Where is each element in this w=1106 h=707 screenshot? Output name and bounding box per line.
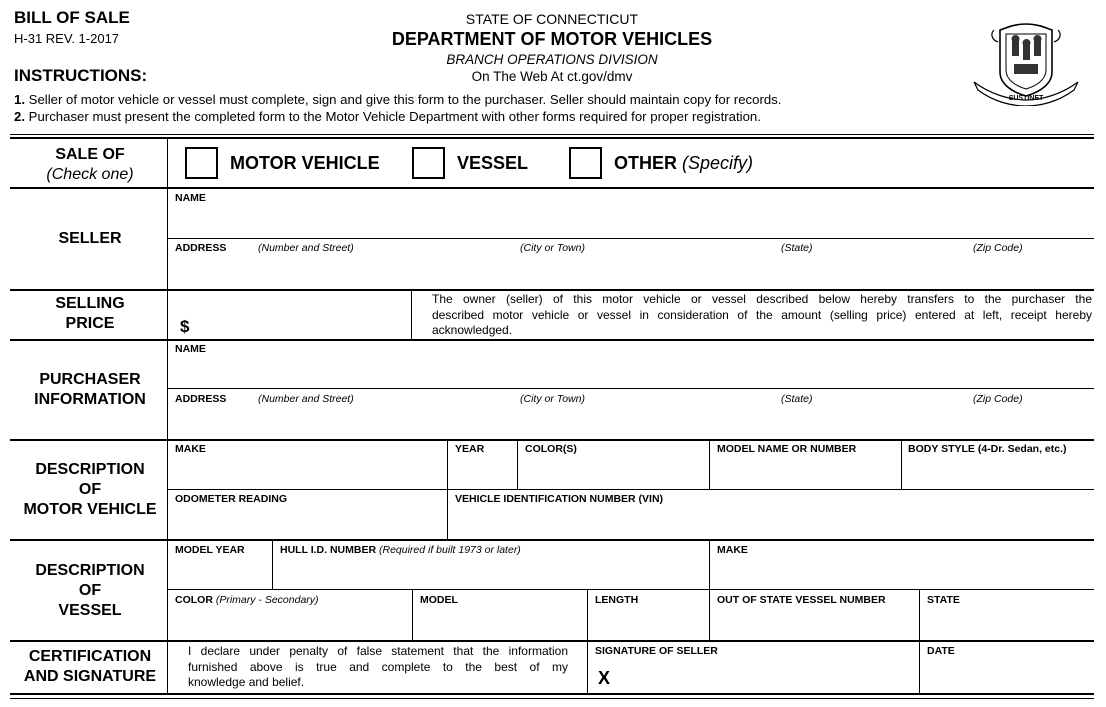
vessel-length-field[interactable] bbox=[588, 607, 709, 640]
sale-of-label: SALE OF (Check one) bbox=[46, 146, 134, 183]
out-of-state-number-label: OUT OF STATE VESSEL NUMBER bbox=[717, 594, 886, 606]
vehicle-colors-field[interactable] bbox=[518, 456, 709, 489]
signature-x-mark: X bbox=[598, 668, 611, 688]
seller-signature-label: SIGNATURE OF SELLER bbox=[595, 645, 718, 657]
vessel-state-label: STATE bbox=[927, 594, 960, 606]
purchaser-zip-hint: (Zip Code) bbox=[973, 393, 1023, 405]
instruction-1: 1. Seller of motor vehicle or vessel must complete, sign and give this form to the purchaser. Seller should maintain copy for records. bbox=[14, 92, 782, 107]
odometer-label: ODOMETER READING bbox=[175, 493, 288, 505]
date-label: DATE bbox=[927, 645, 955, 657]
vehicle-make-label: MAKE bbox=[175, 443, 206, 455]
certification-label: CERTIFICATION AND SIGNATURE bbox=[23, 648, 157, 685]
seller-name-field[interactable] bbox=[168, 205, 1094, 238]
vessel-checkbox[interactable] bbox=[412, 147, 445, 179]
seller-signature-field[interactable] bbox=[615, 660, 917, 692]
transfer-statement: The owner (seller) of this motor vehicle or vessel described below hereby transfers to the purchaser the described motor vehicle or vessel in consideration of the amount (selling price) entered at left, receipt hereby acknowledged. bbox=[432, 292, 1092, 337]
seller-city-hint: (City or Town) bbox=[520, 242, 585, 254]
selling-price-field[interactable] bbox=[196, 293, 410, 337]
seller-zip-hint: (Zip Code) bbox=[973, 242, 1023, 254]
seal-motto: SUSTINET bbox=[1008, 95, 1044, 102]
motor-vehicle-section-label: DESCRIPTION OF MOTOR VEHICLE bbox=[23, 461, 157, 518]
vehicle-body-style-field[interactable] bbox=[902, 456, 1094, 489]
purchaser-state-hint: (State) bbox=[781, 393, 813, 405]
vehicle-year-label: YEAR bbox=[455, 443, 485, 455]
form-bottom-border bbox=[10, 693, 1094, 695]
vehicle-model-field[interactable] bbox=[710, 456, 901, 489]
vessel-section-label: DESCRIPTION OF VESSEL bbox=[35, 562, 145, 619]
instruction-2: 2. Purchaser must present the completed form to the Motor Vehicle Department with other forms required for proper registration. bbox=[14, 109, 761, 124]
purchaser-name-field[interactable] bbox=[168, 356, 1094, 388]
division-name: BRANCH OPERATIONS DIVISION bbox=[446, 52, 658, 67]
vessel-make-label: MAKE bbox=[717, 544, 748, 556]
vehicle-body-style-label: BODY STYLE (4-Dr. Sedan, etc.) bbox=[908, 443, 1067, 455]
motor-vehicle-checkbox[interactable] bbox=[185, 147, 218, 179]
vessel-model-label: MODEL bbox=[420, 594, 458, 606]
vessel-model-year-label: MODEL YEAR bbox=[175, 544, 245, 556]
vehicle-colors-label: COLOR(S) bbox=[525, 443, 577, 455]
vessel-color-label: COLOR (Primary - Secondary) bbox=[175, 594, 319, 606]
vessel-model-field[interactable] bbox=[413, 607, 587, 640]
vessel-option: VESSEL bbox=[457, 153, 529, 173]
purchaser-street-hint: (Number and Street) bbox=[258, 393, 354, 405]
other-option: OTHER (Specify) bbox=[614, 153, 754, 173]
vehicle-model-label: MODEL NAME OR NUMBER bbox=[717, 443, 857, 455]
purchaser-address-field[interactable] bbox=[168, 406, 1094, 438]
vin-field[interactable] bbox=[448, 506, 1094, 539]
purchaser-label: PURCHASER INFORMATION bbox=[34, 371, 146, 408]
seller-address-field[interactable] bbox=[168, 255, 1094, 288]
website: On The Web At ct.gov/dmv bbox=[471, 69, 633, 84]
vessel-model-year-field[interactable] bbox=[168, 557, 272, 589]
vessel-state-field[interactable] bbox=[920, 607, 1094, 640]
vehicle-make-field[interactable] bbox=[168, 456, 447, 489]
purchaser-city-hint: (City or Town) bbox=[520, 393, 585, 405]
state-name: STATE OF CONNECTICUT bbox=[465, 11, 639, 27]
vessel-color-field[interactable] bbox=[168, 607, 412, 640]
department-name: DEPARTMENT OF MOTOR VEHICLES bbox=[391, 29, 713, 49]
motor-vehicle-option: MOTOR VEHICLE bbox=[230, 153, 380, 173]
seller-address-label: ADDRESS bbox=[175, 242, 227, 254]
seller-street-hint: (Number and Street) bbox=[258, 242, 354, 254]
form-top-border bbox=[10, 134, 1094, 135]
seller-label: SELLER bbox=[58, 230, 122, 247]
out-of-state-number-field[interactable] bbox=[710, 607, 919, 640]
hull-id-field[interactable] bbox=[273, 557, 709, 589]
form-title: BILL OF SALE bbox=[14, 8, 130, 27]
other-checkbox[interactable] bbox=[569, 147, 602, 179]
seller-state-hint: (State) bbox=[781, 242, 813, 254]
date-field[interactable] bbox=[920, 660, 1094, 692]
form-number: H-31 REV. 1-2017 bbox=[14, 31, 120, 46]
instructions-title: INSTRUCTIONS: bbox=[14, 66, 148, 85]
selling-price-label: SELLING PRICE bbox=[55, 295, 125, 332]
odometer-field[interactable] bbox=[168, 506, 447, 539]
vessel-length-label: LENGTH bbox=[595, 594, 639, 606]
vin-label: VEHICLE IDENTIFICATION NUMBER (VIN) bbox=[455, 493, 664, 505]
state-seal-icon bbox=[970, 20, 1082, 106]
purchaser-address-label: ADDRESS bbox=[175, 393, 227, 405]
seller-name-label: NAME bbox=[175, 192, 206, 204]
vessel-make-field[interactable] bbox=[710, 557, 1094, 589]
declaration-text: I declare under penalty of false statement that the information furnished above is true and complete to the best of my knowledge and belief. bbox=[188, 644, 568, 689]
vehicle-year-field[interactable] bbox=[448, 456, 517, 489]
purchaser-name-label: NAME bbox=[175, 343, 206, 355]
hull-id-label: HULL I.D. NUMBER (Required if built 1973 or later) bbox=[280, 544, 521, 556]
currency-symbol: $ bbox=[180, 317, 190, 336]
